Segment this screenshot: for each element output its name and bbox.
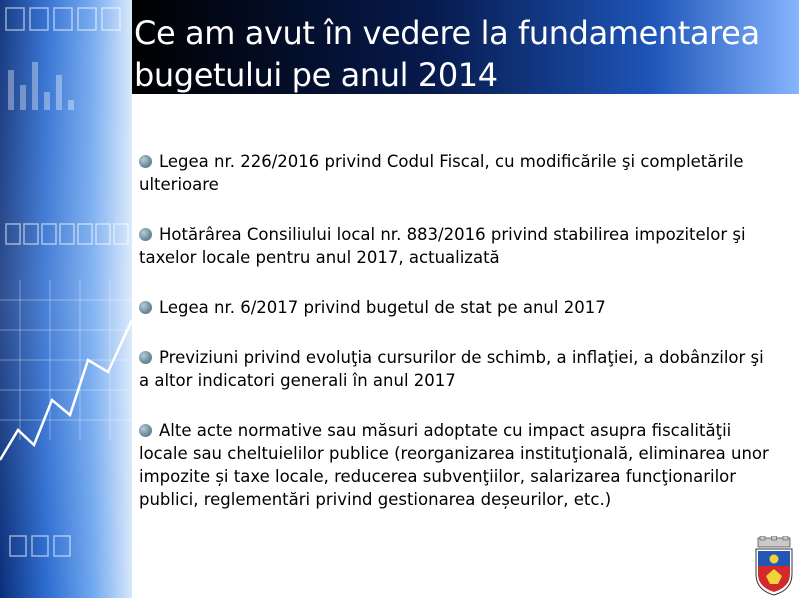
list-item-text: Previziuni privind evoluţia cursurilor de schimb, a inflaţiei, a dobânzilor şi a altor indicatori generali în anul 2017	[139, 348, 764, 390]
slide-title-line2: bugetului pe anul 2014	[134, 56, 498, 94]
list-item-text: Legea nr. 226/2016 privind Codul Fiscal, cu modificările şi completările ulterioare	[139, 152, 744, 194]
decorative-side-panel	[0, 0, 132, 598]
list-item	[139, 223, 779, 269]
round-bullet-icon	[139, 155, 152, 168]
list-item	[139, 296, 779, 319]
round-bullet-icon	[139, 228, 152, 241]
round-bullet-icon	[139, 351, 152, 364]
list-item-text: Hotărârea Consiliului local nr. 883/2016 privind stabilirea impozitelor şi taxelor locale pentru anul 2017, actualizată	[139, 225, 746, 267]
list-item-text: Legea nr. 6/2017 privind bugetul de stat pe anul 2017	[159, 298, 606, 317]
round-bullet-icon	[139, 301, 152, 314]
round-bullet-icon	[139, 424, 152, 437]
side-panel-graphic	[0, 0, 132, 598]
slide-title	[134, 12, 784, 96]
list-item	[139, 419, 779, 511]
list-item	[139, 150, 779, 196]
bullet-list	[139, 150, 779, 511]
list-item	[139, 346, 779, 392]
list-item-text: Alte acte normative sau măsuri adoptate cu impact asupra fiscalităţii locale sau cheltuielilor publice (reorganizarea instituţională, eliminarea unor impozite și taxe locale, reducerea subvenţiilor, salarizarea funcţionarilor publici, reglementări privind gestionarea deșeurilor, etc.)	[139, 421, 769, 509]
coat-of-arms-icon	[752, 536, 796, 596]
slide-title-line1: Ce am avut în vedere la fundamentarea	[134, 14, 760, 52]
